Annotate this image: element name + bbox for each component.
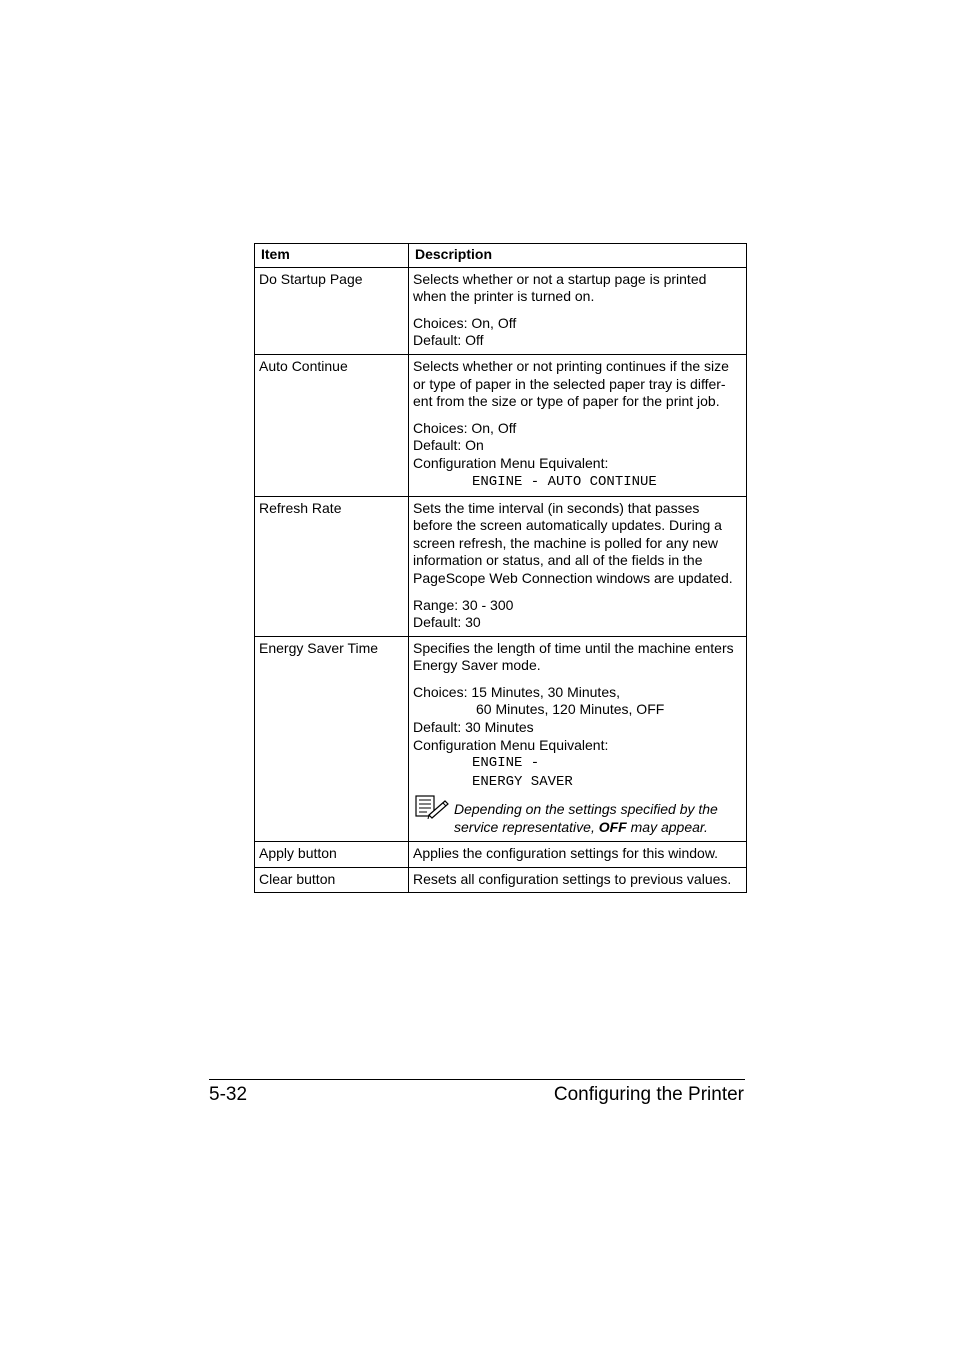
choices-text: Choices: On, Off (413, 314, 517, 331)
note (413, 801, 746, 837)
page-number: 5-32 (209, 1084, 248, 1105)
desc-line: or type of paper in the selected paper tray is differ- (413, 375, 726, 392)
note-text: Depending on the settings specified by the service representative, (454, 801, 718, 835)
choices-text: Choices: On, Off (413, 419, 517, 436)
note-text-end: may appear. (626, 818, 708, 835)
header-item: Item (255, 244, 409, 268)
choices-text: Choices: 15 Minutes, 30 Minutes, (413, 683, 620, 700)
config-label: Configuration Menu Equivalent: (413, 736, 609, 753)
row-item: Energy Saver Time (255, 636, 409, 842)
desc-line: ent from the size or type of paper for the print job. (413, 393, 720, 410)
desc-line: information or status, and all of the fields in the (413, 552, 703, 569)
default-text: Default: On (413, 437, 484, 454)
row-item: Do Startup Page (255, 267, 409, 354)
choices-text-continued: 60 Minutes, 120 Minutes, OFF (476, 701, 665, 718)
row-item: Auto Continue (255, 354, 409, 496)
row-description (409, 636, 747, 842)
footer-divider (209, 1079, 745, 1080)
table-row (255, 267, 747, 354)
config-value: ENGINE - (472, 755, 540, 772)
config-label: Configuration Menu Equivalent: (413, 454, 609, 471)
settings-table (254, 243, 747, 893)
note-pencil-icon (415, 795, 449, 819)
desc-line: Sets the time interval (in seconds) that passes (413, 499, 700, 516)
row-description (409, 496, 747, 636)
table-row (255, 867, 747, 893)
desc-line: screen refresh, the machine is polled for any new (413, 534, 719, 551)
row-item: Apply button (255, 842, 409, 868)
desc-line: Applies the configuration settings for this window. (413, 845, 719, 862)
table-row (255, 496, 747, 636)
desc-line: Specifies the length of time until the machine enters (413, 639, 734, 656)
desc-line: Selects whether or not printing continues if the size (413, 357, 729, 374)
header-description: Description (409, 244, 747, 268)
row-item: Clear button (255, 867, 409, 893)
desc-line: Energy Saver mode. (413, 657, 541, 674)
note-bold-text: OFF (598, 818, 627, 835)
row-item: Refresh Rate (255, 496, 409, 636)
default-text: Default: Off (413, 332, 484, 349)
default-text: Default: 30 Minutes (413, 719, 534, 736)
config-value: ENGINE - AUTO CONTINUE (472, 473, 657, 490)
desc-line: PageScope Web Connection windows are updated. (413, 569, 733, 586)
desc-line: when the printer is turned on. (413, 288, 595, 305)
row-description (409, 354, 747, 496)
desc-line: Selects whether or not a startup page is printed (413, 270, 707, 287)
config-value: ENERGY SAVER (472, 774, 573, 791)
default-text: Default: 30 (413, 614, 481, 631)
table-row (255, 842, 747, 868)
desc-line: Resets all configuration settings to previous values. (413, 870, 732, 887)
section-title: Configuring the Printer (553, 1084, 744, 1105)
range-text: Range: 30 - 300 (413, 596, 514, 613)
row-description (409, 867, 747, 893)
table-header-row (255, 244, 747, 268)
table-row (255, 636, 747, 842)
table-row (255, 354, 747, 496)
row-description (409, 267, 747, 354)
desc-line: before the screen automatically updates. During a (413, 517, 722, 534)
row-description (409, 842, 747, 868)
